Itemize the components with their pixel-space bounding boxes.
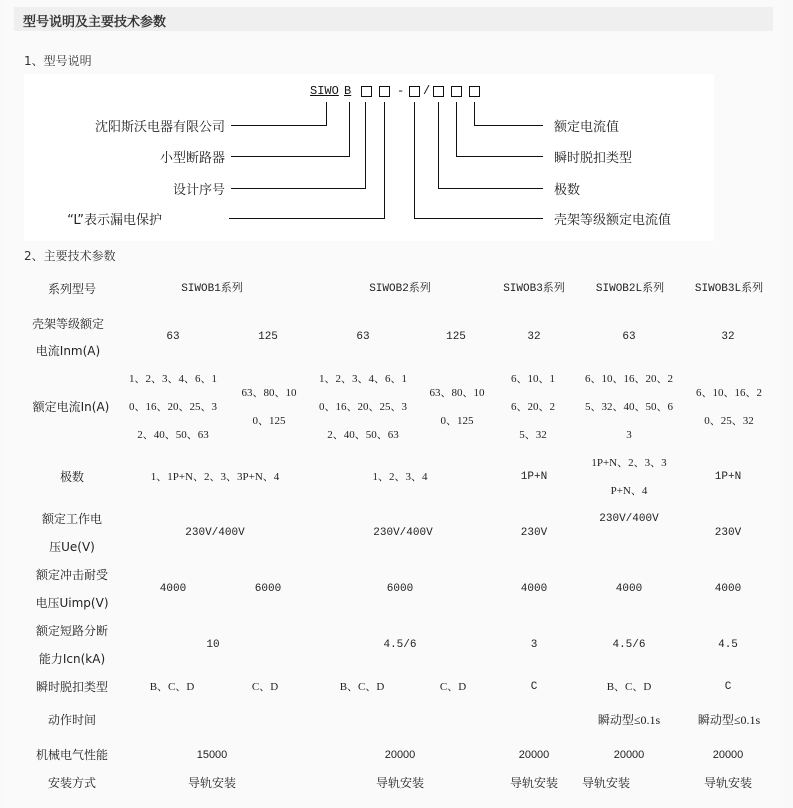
cell: 0、16、20、25、3 — [319, 401, 407, 413]
cell: 6000 — [254, 583, 282, 595]
cell: 瞬动型≤0.1s — [697, 713, 761, 727]
cell: 1、2、3、4、6、1 — [129, 373, 217, 385]
connector-line — [438, 102, 439, 188]
connector-line — [349, 102, 350, 156]
cell: P+N、4 — [610, 485, 648, 497]
row-label: 动作时间 — [47, 713, 96, 727]
cell: 6、10、1 — [511, 373, 555, 385]
cell: 32 — [721, 331, 735, 343]
cell: 63、80、10 — [241, 387, 297, 399]
cell: 1、2、3、4、6、1 — [319, 373, 407, 385]
code-b: B — [344, 84, 352, 98]
code-box-leakage — [379, 86, 390, 97]
cell: 63、80、10 — [429, 387, 485, 399]
code-dash: - — [397, 84, 405, 98]
code-prefix: SIWO — [310, 84, 339, 98]
cell: B、C、D — [339, 681, 385, 693]
label-trip-type: 瞬时脱扣类型 — [554, 151, 633, 166]
connector-line — [229, 218, 385, 219]
cell: 5、32 — [519, 429, 547, 441]
cell: 0、125 — [252, 415, 286, 427]
connector-line — [231, 156, 350, 157]
row-label: 能力Icn(kA) — [38, 652, 106, 666]
connector-line — [365, 102, 366, 188]
row-label: 安装方式 — [47, 776, 96, 790]
cell: 6、20、2 — [511, 401, 555, 413]
connector-line — [231, 188, 366, 189]
cell: C — [724, 681, 732, 693]
cell: 10 — [206, 639, 220, 651]
label-mcb: 小型断路器 — [159, 151, 225, 166]
label-leakage: “L”表示漏电保护 — [67, 213, 162, 228]
cell: 125 — [446, 331, 466, 343]
cell: 15000 — [196, 749, 228, 761]
cell: 20000 — [384, 749, 416, 761]
row-label: 额定短路分断 — [35, 624, 108, 638]
code-box-design — [361, 86, 372, 97]
code-slash: / — [423, 84, 431, 98]
cell: 6、10、16、2 — [696, 387, 762, 399]
cell: C、D — [251, 681, 279, 693]
connector-line — [326, 102, 327, 125]
cell: 4000 — [615, 583, 643, 595]
cell: 6、10、16、20、2 — [585, 373, 673, 385]
row-label: 额定工作电 — [41, 512, 102, 526]
code-box-trip — [451, 86, 462, 97]
cell: 4000 — [159, 583, 187, 595]
label-rated-current: 额定电流值 — [554, 120, 620, 135]
cell: 230V/400V — [373, 527, 433, 539]
cell: B、C、D — [149, 681, 195, 693]
cell: 20000 — [613, 749, 645, 761]
label-manufacturer: 沈阳斯沃电器有限公司 — [94, 120, 225, 135]
cell: 2、40、50、63 — [327, 429, 399, 441]
code-box-current — [469, 86, 480, 97]
cell: 63 — [622, 331, 636, 343]
cell: 4000 — [520, 583, 548, 595]
section1-title: 1、型号说明 — [24, 54, 92, 68]
section-header-bar — [14, 7, 773, 31]
label-design-number: 设计序号 — [172, 183, 225, 198]
cell: 导轨安装 — [703, 776, 752, 790]
row-label: 极数 — [59, 470, 84, 484]
cell: 4000 — [714, 583, 742, 595]
cell: 1、1P+N、2、3、3P+N、4 — [150, 471, 280, 483]
cell: 63 — [166, 331, 180, 343]
series-header: SIWOB2L系列 — [595, 283, 665, 295]
cell: C — [530, 681, 538, 693]
row-label: 压Ue(V) — [49, 540, 95, 554]
code-box-frame — [409, 86, 420, 97]
cell: 导轨安装 — [375, 776, 424, 790]
cell: 4.5/6 — [612, 639, 646, 651]
cell: 3 — [626, 429, 632, 441]
series-header: SIWOB3L系列 — [694, 283, 764, 295]
connector-line — [231, 125, 327, 126]
series-header: SIWOB3系列 — [503, 283, 565, 295]
row-label: 壳架等级额定 — [31, 317, 104, 331]
cell: 瞬动型≤0.1s — [597, 713, 661, 727]
cell: 230V/400V — [599, 513, 659, 525]
row-label: 额定电流In(A) — [32, 400, 110, 414]
code-box-poles — [433, 86, 444, 97]
row-label: 瞬时脱扣类型 — [35, 680, 108, 694]
row-label: 额定冲击耐受 — [35, 568, 108, 582]
cell: 导轨安装 — [581, 776, 630, 790]
section2-title: 2、主要技术参数 — [24, 249, 116, 263]
cell: 0、125 — [440, 415, 474, 427]
cell: 20000 — [518, 749, 550, 761]
cell: 63 — [356, 331, 370, 343]
connector-line — [456, 156, 543, 157]
series-header: SIWOB2系列 — [369, 283, 431, 295]
cell: 32 — [527, 331, 541, 343]
cell: 1、2、3、4 — [372, 471, 428, 483]
cell: 3 — [530, 639, 538, 651]
cell: 230V/400V — [185, 527, 245, 539]
connector-line — [414, 102, 415, 218]
cell: B、C、D — [606, 681, 652, 693]
label-poles: 极数 — [554, 183, 581, 198]
cell: 4.5 — [718, 639, 738, 651]
cell: 2、40、50、63 — [137, 429, 209, 441]
connector-line — [414, 218, 543, 219]
cell: 230V — [714, 527, 742, 539]
cell: 4.5/6 — [383, 639, 417, 651]
row-label: 电压Uimp(V) — [35, 596, 109, 610]
cell: 1P+N — [714, 471, 742, 483]
row-label: 机械电气性能 — [35, 748, 108, 762]
cell: 125 — [258, 331, 278, 343]
cell: 20000 — [712, 749, 744, 761]
row-label: 电流Inm(A) — [35, 344, 101, 358]
cell: 0、16、20、25、3 — [129, 401, 217, 413]
connector-line — [384, 102, 385, 218]
cell: 230V — [520, 527, 548, 539]
connector-line — [474, 125, 543, 126]
series-header: SIWOB1系列 — [181, 283, 243, 295]
series-label: 系列型号 — [47, 282, 96, 296]
cell: 0、25、32 — [704, 415, 754, 427]
cell: C、D — [439, 681, 467, 693]
model-code-diagram — [24, 74, 714, 241]
cell: 6000 — [386, 583, 414, 595]
connector-line — [474, 102, 475, 125]
cell: 1P+N、2、3、3 — [591, 457, 667, 469]
connector-line — [438, 188, 543, 189]
cell: 导轨安装 — [509, 776, 558, 790]
label-frame-current: 壳架等级额定电流值 — [554, 213, 672, 228]
cell: 导轨安装 — [187, 776, 236, 790]
cell: 1P+N — [520, 471, 548, 483]
page-title: 型号说明及主要技术参数 — [23, 15, 167, 30]
connector-line — [456, 102, 457, 156]
cell: 5、32、40、50、6 — [585, 401, 673, 413]
